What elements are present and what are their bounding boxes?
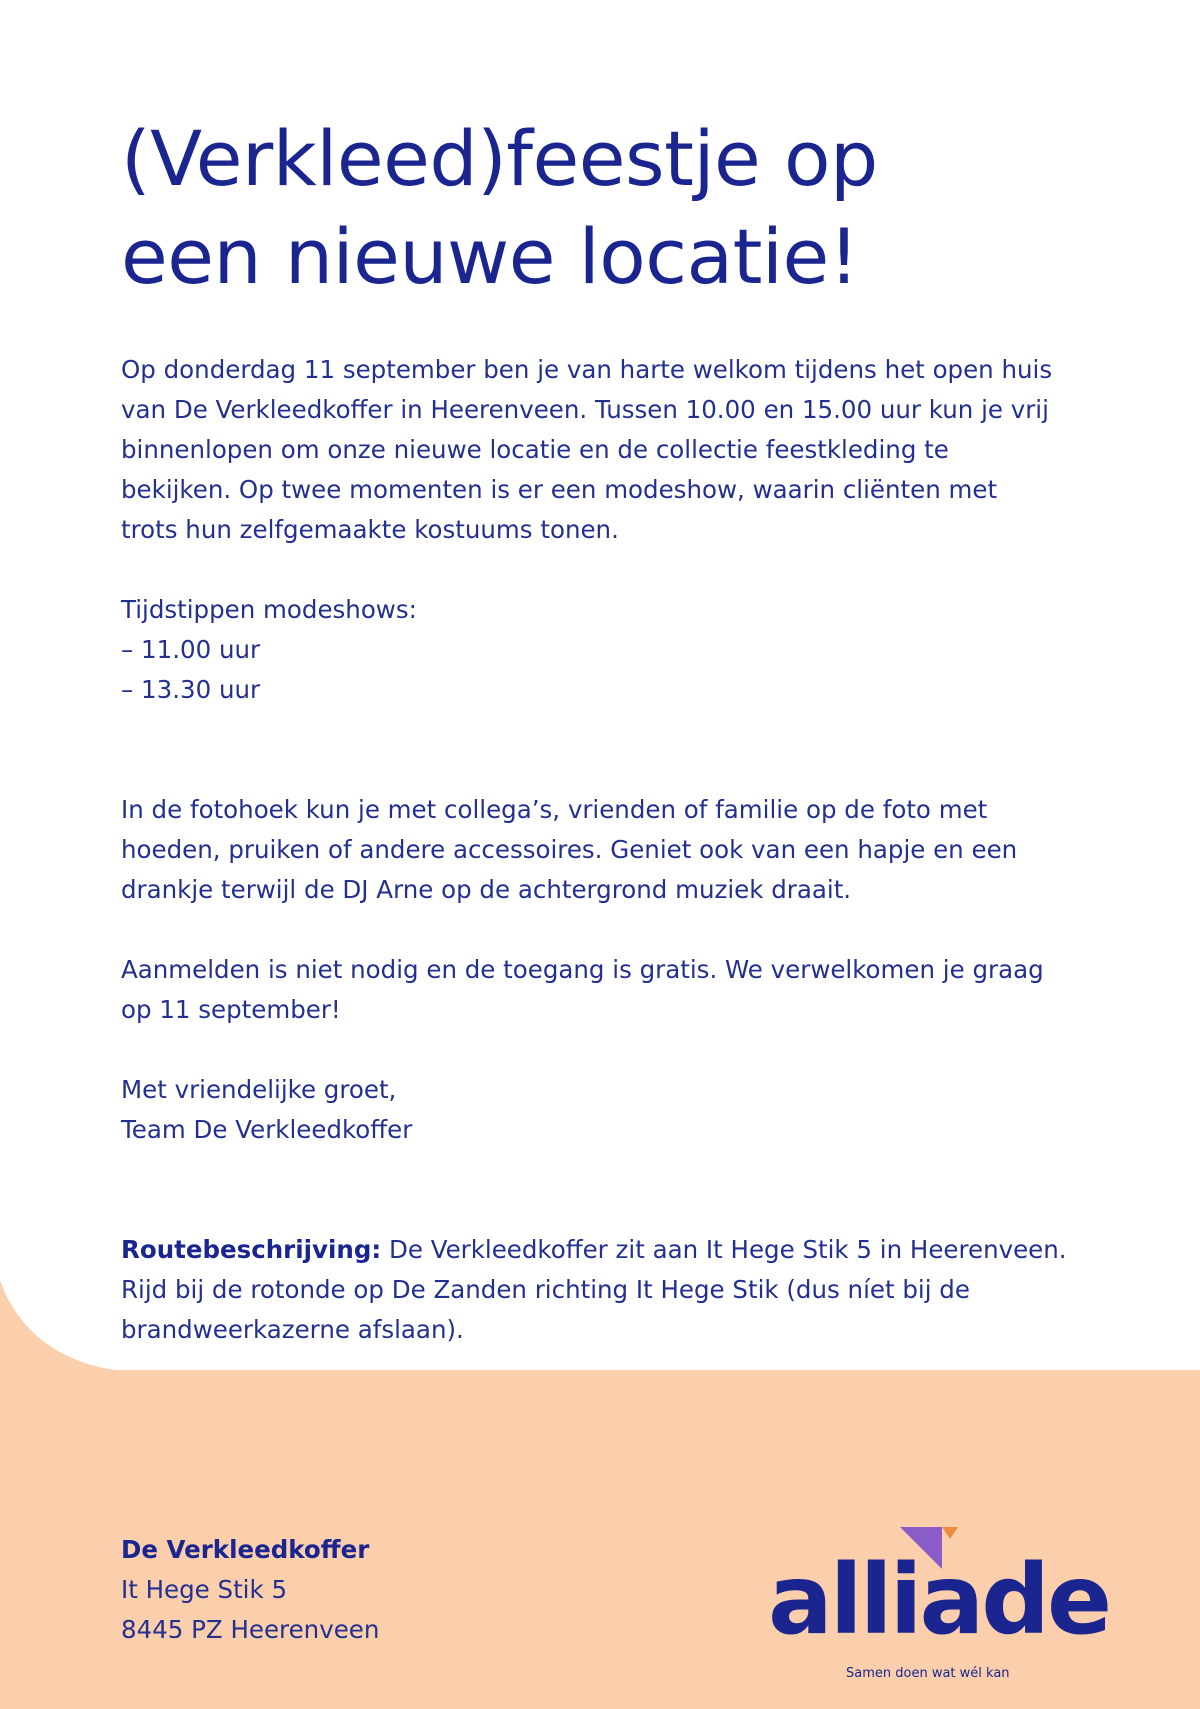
- route-paragraph: [121, 1230, 1121, 1350]
- time-item: – 11.00 uur: [121, 635, 261, 664]
- closing-greeting: Met vriendelijke groet,: [121, 1075, 397, 1104]
- closing-paragraph: [121, 1070, 1121, 1150]
- signup-paragraph: [121, 950, 1121, 1030]
- times-heading: Tijdstippen modeshows:: [121, 595, 417, 624]
- route-line-1-text: De Verkleedkoffer zit aan It Hege Stik 5 in Heerenveen.: [381, 1235, 1067, 1264]
- signup-line: Aanmelden is niet nodig en de toegang is gratis. We verwelkomen je graag: [121, 955, 1044, 984]
- time-item: – 13.30 uur: [121, 675, 261, 704]
- signup-line: op 11 september!: [121, 995, 341, 1024]
- page-title: [121, 110, 1121, 306]
- address-name: De Verkleedkoffer: [121, 1535, 370, 1564]
- footer-corner-curve: [0, 1370, 1200, 1460]
- address-city: 8445 PZ Heerenveen: [121, 1615, 380, 1644]
- title-line-2: een nieuwe locatie!: [121, 212, 859, 301]
- route-label: Routebeschrijving:: [121, 1235, 382, 1264]
- intro-line: van De Verkleedkoffer in Heerenveen. Tussen 10.00 en 15.00 uur kun je vrij: [121, 395, 1049, 424]
- closing-team: Team De Verkleedkoffer: [121, 1115, 413, 1144]
- route-line-1: [121, 1230, 1121, 1270]
- intro-line: Op donderdag 11 september ben je van harte welkom tijdens het open huis: [121, 355, 1053, 384]
- photo-corner-paragraph: [121, 790, 1121, 910]
- photo-line: In de fotohoek kun je met collega’s, vrienden of familie op de foto met: [121, 795, 988, 824]
- logo-tagline: Samen doen wat wél kan: [846, 1666, 1010, 1681]
- footer-top-curve: [0, 1280, 140, 1372]
- intro-line: binnenlopen om onze nieuwe locatie en de collectie feestkleding te: [121, 435, 949, 464]
- photo-line: drankje terwijl de DJ Arne op de achtergrond muziek draait.: [121, 875, 852, 904]
- address-street: It Hege Stik 5: [121, 1575, 288, 1604]
- route-line-3: brandweerkazerne afslaan).: [121, 1315, 464, 1344]
- letter-content: [121, 110, 1121, 1350]
- intro-line: bekijken. Op twee momenten is er een modeshow, waarin cliënten met: [121, 475, 998, 504]
- alliade-logo: [768, 1520, 1108, 1690]
- photo-line: hoeden, pruiken of andere accessoires. Geniet ook van een hapje en een: [121, 835, 1018, 864]
- title-line-1: (Verkleed)feestje op: [121, 114, 878, 203]
- logo-wordmark: alliade: [768, 1544, 1110, 1656]
- footer-address: [121, 1530, 379, 1650]
- intro-line: trots hun zelfgemaakte kostuums tonen.: [121, 515, 619, 544]
- fashion-show-times: [121, 590, 1121, 710]
- route-line-2: Rijd bij de rotonde op De Zanden richting It Hege Stik (dus níet bij de: [121, 1275, 970, 1304]
- intro-paragraph: [121, 350, 1121, 550]
